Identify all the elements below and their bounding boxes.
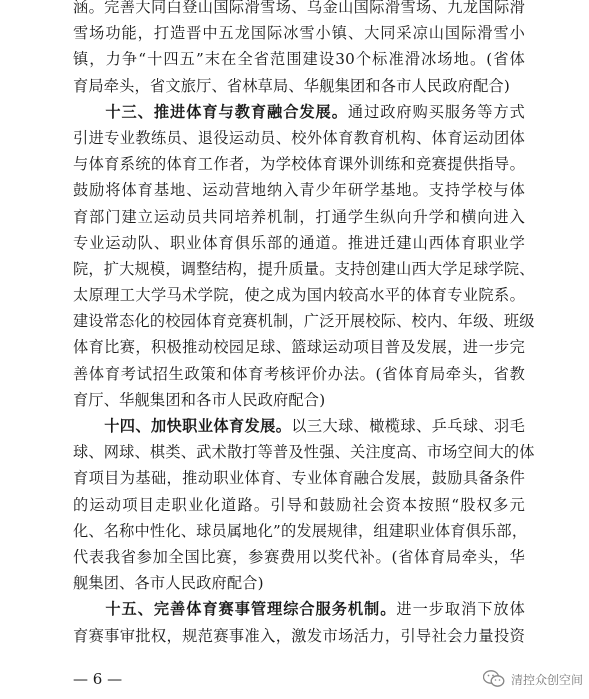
body-line: 代表我省参加全国比赛，参赛费用以奖代补。(省体育局牵头，华 <box>73 547 525 566</box>
body-line: 鼓励将体育基地、运动营地纳入青少年研学基地。支持学校与体 <box>73 181 525 200</box>
body-line: 体育比赛，积极推动校园足球、篮球运动项目普及发展，进一步完 <box>73 338 525 357</box>
watermark-text: 清控众创空间 <box>510 672 583 687</box>
body-line: 专业运动队、职业体育俱乐部的通道。推进迁建山西体育职业学 <box>73 233 525 252</box>
body-text: 通过政府购买服务等方式 <box>347 102 525 121</box>
section-heading-13: 十三、推进体育与教育融合发展。 <box>105 102 348 121</box>
paragraph-first-line <box>73 99 525 125</box>
watermark <box>483 670 583 688</box>
body-line: 涵。完善大同白登山国际滑雪场、乌金山国际滑雪场、九龙国际滑 <box>73 0 525 16</box>
document-page <box>73 0 535 649</box>
body-line: 太原理工大学马术学院，使之成为国内较高水平的体育专业院系。 <box>73 286 525 305</box>
section-heading-15: 十五、完善体育赛事管理综合服务机制。 <box>105 600 397 619</box>
body-text: 以三大球、橄榄球、乒乓球、羽毛 <box>291 417 526 435</box>
body-line: 的运动项目走职业化道路。引导和鼓励社会资本按照“股权多元 <box>73 495 525 514</box>
paragraph-first-line <box>73 596 525 622</box>
body-line: 善体育考试招生政策和体育考核评价办法。(省体育局牵头，省教 <box>73 364 525 383</box>
page-number: — 6 — <box>73 670 123 688</box>
body-line: 雪场功能，打造晋中五龙国际冰雪小镇、大同采凉山国际滑雪小 <box>73 24 525 43</box>
body-line: 引进专业教练员、退役运动员、校外体育教育机构、体育运动团体 <box>73 128 525 147</box>
body-line: 建设常态化的校园体育竞赛机制，广泛开展校际、校内、年级、班级 <box>73 312 535 331</box>
body-line: 育部门建立运动员共同培养机制，打通学生纵向升学和横向进入 <box>73 207 525 226</box>
body-line: 育赛事审批权，规范赛事准入，激发市场活力，引导社会力量投资 <box>73 626 525 645</box>
body-text: 进一步取消下放体 <box>396 600 525 619</box>
page-footer <box>0 664 589 699</box>
wechat-icon <box>483 670 505 688</box>
body-line: 院，扩大规模，调整结构，提升质量。支持创建山西大学足球学院、 <box>73 259 535 278</box>
body-line: 舰集团、各市人民政府配合) <box>73 574 264 593</box>
body-line: 球、网球、棋类、武术散打等普及性强、关注度高、市场空间大的体 <box>73 443 535 462</box>
body-line: 育局牵头，省文旅厅、省林草局、华舰集团和各市人民政府配合) <box>73 76 510 95</box>
body-line: 与体育系统的体育工作者，为学校体育课外训练和竞赛提供指导。 <box>73 155 525 174</box>
body-line: 镇，力争“十四五”末在全省范围建设30个标准滑冰场地。(省体 <box>73 50 525 69</box>
body-line: 化、名称中性化、球员属地化”的发展规律，组建职业体育俱乐部， <box>73 521 528 540</box>
paragraph-first-line <box>73 413 525 439</box>
body-line: 育厅、华舰集团和各市人民政府配合) <box>73 390 326 409</box>
body-line: 育项目为基础，推动职业体育、专业体育融合发展，鼓励具备条件 <box>73 469 525 488</box>
section-heading-14: 十四、加快职业体育发展。 <box>104 417 292 435</box>
